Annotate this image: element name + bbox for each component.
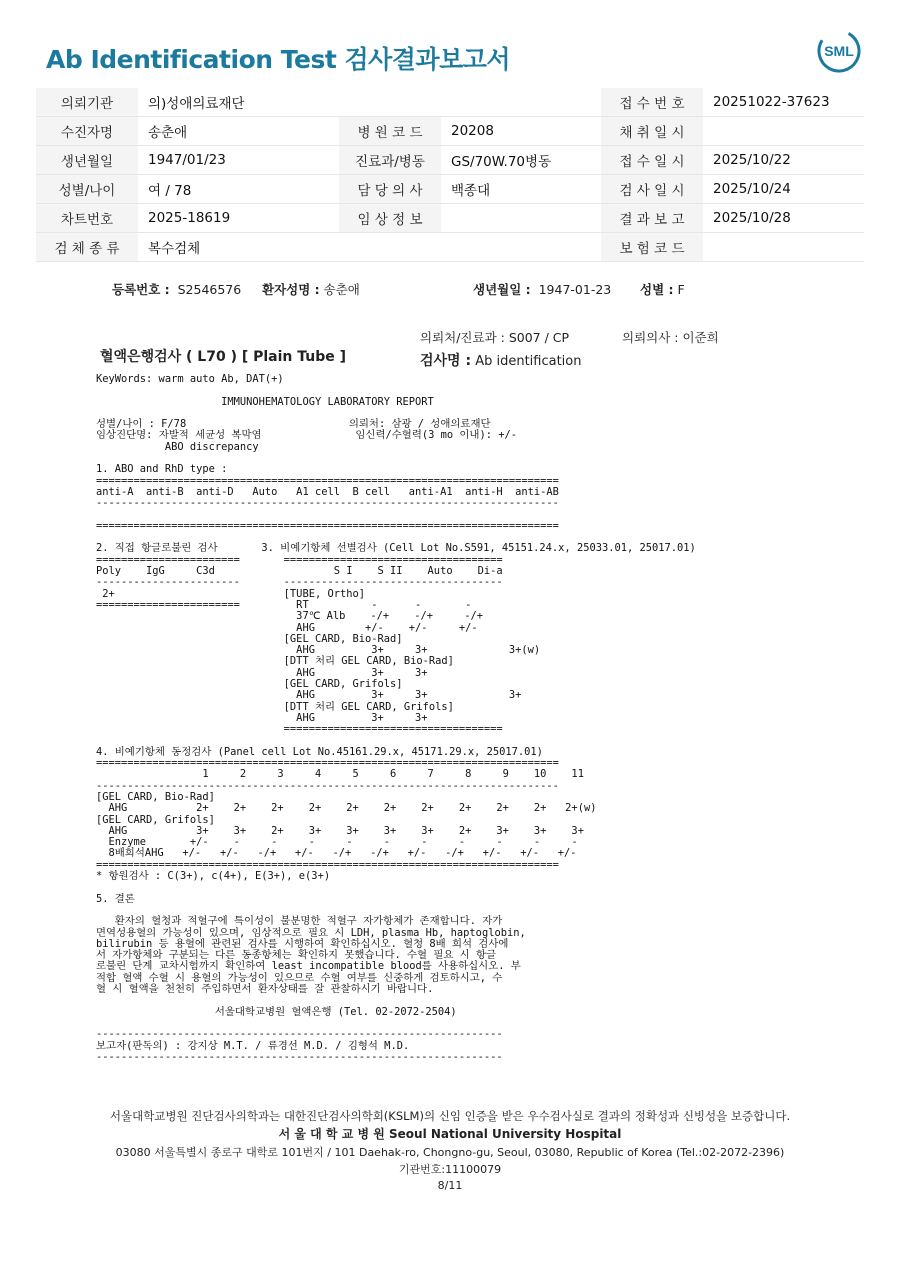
referrer: 의뢰처/진료과 : S007 / CP [420, 330, 570, 345]
report-line: [DTT 처리 GEL CARD, Grifols] [96, 700, 454, 713]
info-value [703, 233, 864, 262]
info-label: 의뢰기관 [36, 88, 138, 117]
info-label: 차트번호 [36, 204, 138, 233]
info-label: 생년월일 [36, 146, 138, 175]
report-line: AHG 3+ 3+ [96, 711, 428, 724]
report-line: AHG 3+ 3+ 2+ 3+ 3+ 3+ 3+ 2+ 3+ 3+ 3+ [96, 824, 584, 837]
info-label: 결 과 보 고 [601, 204, 703, 233]
report-line: 서 자가항체와 구분되는 다른 동종항체는 확인하지 못했습니다. 수혈 필요 시 항글 [96, 949, 497, 962]
hospital-address: 03080 서울특별시 종로구 대학로 101번지 / 101 Daehak-ro, Chongno-gu, Seoul, 03080, Republic of Korea (Tel.:02-2072-2396) [115, 1146, 785, 1159]
report-line: ========================================================================== [96, 757, 559, 770]
report-line: ======================= =================================== [96, 553, 503, 566]
info-row [36, 175, 864, 204]
report-line: ----------------------- ----------------------------------- [96, 576, 503, 589]
patient-info-table [36, 88, 864, 262]
report-line: 2. 직접 항글로불린 검사 3. 비예기항체 선별검사 (Cell Lot No.S591, 45151.24.x, 25033.01, 25017.01) [96, 542, 696, 555]
info-value: 2025/10/24 [703, 175, 864, 204]
report-line: ABO discrepancy [96, 440, 259, 453]
report-line: IMMUNOHEMATOLOGY LABORATORY REPORT [96, 395, 434, 408]
info-value: 1947/01/23 [138, 146, 339, 175]
info-value: 20251022-37623 [703, 88, 864, 117]
report-line: 로불린 단계 교차시험까지 확인하여 least incompatible blood를 사용하십시오. 부 [96, 960, 521, 973]
report-line: ----------------------------------------------------------------- [96, 1050, 503, 1063]
report-line: 임상진단명: 자발적 세균성 복막염 임신력/수혈력(3 mo 이내): +/- [96, 429, 518, 442]
report-line: * 항원검사 : C(3+), c(4+), E(3+), e(3+) [96, 870, 331, 883]
report-line: KeyWords: warm auto Ab, DAT(+) [96, 373, 284, 385]
info-label: 성별/나이 [36, 175, 138, 204]
report-line: ======================= RT - - - [96, 598, 472, 611]
report-line: -------------------------------------------------------------------------- [96, 497, 559, 510]
info-value: 2025-18619 [138, 204, 339, 233]
lab-report-body [96, 374, 696, 1063]
info-value [441, 204, 601, 233]
report-line [96, 995, 696, 1006]
report-line: [GEL CARD, Grifols] [96, 678, 403, 691]
report-line: AHG 2+ 2+ 2+ 2+ 2+ 2+ 2+ 2+ 2+ 2+ 2+(w) [96, 802, 597, 815]
report-line: [GEL CARD, Bio-Rad] [96, 790, 215, 803]
info-value: 여 / 78 [138, 175, 339, 204]
info-row [36, 204, 864, 233]
report-line: 4. 비예기항체 동정검사 (Panel cell Lot No.45161.29.x, 45171.29.x, 25017.01) [96, 745, 543, 758]
report-line: [GEL CARD, Grifols] [96, 813, 215, 826]
report-line: -------------------------------------------------------------------------- [96, 779, 559, 792]
info-row [36, 117, 864, 146]
test-name: 검사명 : Ab identification [420, 353, 582, 369]
report-line [96, 385, 696, 396]
patient-dob: 생년월일 : 1947-01-23 [473, 282, 612, 297]
report-line: 2+ [TUBE, Ortho] [96, 587, 365, 600]
info-label: 병 원 코 드 [339, 117, 441, 146]
info-value [703, 117, 864, 146]
report-line: AHG 3+ 3+ [96, 666, 428, 679]
report-line: 5. 결론 [96, 892, 135, 905]
info-value: 백종대 [441, 175, 601, 204]
institution-code: 기관번호:11100079 [398, 1163, 502, 1176]
report-line [96, 882, 696, 893]
report-line: 1. ABO and RhD type : [96, 463, 228, 476]
report-line: ========================================================================== [96, 519, 559, 532]
info-row [36, 146, 864, 175]
info-value [441, 88, 601, 117]
report-line: 환자의 혈청과 적혈구에 특이성이 불분명한 적혈구 자가항체가 존재합니다. 자가 [96, 915, 503, 928]
report-line: ========================================================================== [96, 474, 559, 487]
report-line: [GEL CARD, Bio-Rad] [96, 632, 403, 645]
report-line: ----------------------------------------------------------------- [96, 1028, 503, 1041]
section-title: 혈액은행검사 ( L70 ) [ Plain Tube ] [100, 349, 347, 365]
info-label: 채 취 일 시 [601, 117, 703, 146]
report-line: anti-A anti-B anti-D Auto A1 cell B cell anti-A1 anti-H anti-AB [96, 485, 559, 498]
info-label: 진료과/병동 [339, 146, 441, 175]
report-line: 혈 시 혈액을 천천히 주입하면서 환자상태를 잘 관찰하시기 바랍니다. [96, 983, 434, 996]
info-value: GS/70W.70병동 [441, 146, 601, 175]
report-line: Poly IgG C3d S I S II Auto Di-a [96, 565, 503, 578]
report-line: AHG +/- +/- +/- [96, 621, 478, 634]
report-line: 서울대학교병원 혈액은행 (Tel. 02-2072-2504) [96, 1005, 457, 1018]
report-line: [DTT 처리 GEL CARD, Bio-Rad] [96, 655, 454, 668]
patient-name: 환자성명 : 송춘애 [262, 282, 360, 297]
report-line: bilirubin 등 용혈에 관련된 검사를 시행하여 확인하십시오. 혈청 8배 희석 검사에 [96, 937, 509, 950]
report-line: AHG 3+ 3+ 3+(w) [96, 644, 541, 657]
report-title: Ab Identification Test 검사결과보고서 [46, 45, 511, 74]
report-line: Enzyme +/- - - - - - - - - - - [96, 836, 578, 849]
report-line: 성별/나이 : F/78 의뢰처: 삼광 / 성애의료재단 [96, 418, 491, 431]
info-label [339, 233, 441, 262]
report-line: 적합 혈액 수혈 시 용혈의 가능성이 있으므로 수혈 여부를 신중하게 검토하시고, 수 [96, 971, 503, 984]
info-label [339, 88, 441, 117]
info-value: 20208 [441, 117, 601, 146]
reg-number: 등록번호 : S2546576 [112, 282, 242, 297]
info-value [441, 233, 601, 262]
certification-text: 서울대학교병원 진단검사의학과는 대한진단검사의학회(KSLM)의 신임 인증을 받은 우수검사실로 결과의 정확성과 신빙성을 보증합니다. [109, 1109, 791, 1123]
logo-text: SML [824, 43, 854, 59]
hospital-name: 서 울 대 학 교 병 원 Seoul National University Hospital [278, 1127, 622, 1141]
info-label: 접 수 번 호 [601, 88, 703, 117]
info-label: 접 수 일 시 [601, 146, 703, 175]
report-line: 보고자(판독의) : 강지상 M.T. / 류경선 M.D. / 김형석 M.D. [96, 1039, 410, 1052]
report-line: =================================== [96, 723, 503, 736]
info-value: 2025/10/22 [703, 146, 864, 175]
page-number: 8/11 [437, 1179, 463, 1192]
info-row [36, 233, 864, 262]
patient-sex: 성별 : F [640, 282, 685, 297]
report-line: 8배희석AHG +/- +/- -/+ +/- -/+ -/+ +/- -/+ +/- +/- +/- [96, 847, 577, 860]
info-value: 2025/10/28 [703, 204, 864, 233]
referring-doctor: 의뢰의사 : 이준희 [622, 330, 719, 345]
info-value: 의)성애의료재단 [138, 88, 339, 117]
report-line: 1 2 3 4 5 6 7 8 9 10 11 [96, 768, 584, 781]
info-label: 임 상 정 보 [339, 204, 441, 233]
report-line: ========================================================================== [96, 858, 559, 871]
info-label: 검 사 일 시 [601, 175, 703, 204]
report-line: AHG 3+ 3+ 3+ [96, 689, 522, 702]
report-line: 37℃ Alb -/+ -/+ -/+ [96, 610, 484, 623]
info-value: 복수검체 [138, 233, 339, 262]
info-label: 담 당 의 사 [339, 175, 441, 204]
info-value: 송춘애 [138, 117, 339, 146]
info-label: 보 험 코 드 [601, 233, 703, 262]
info-label: 수진자명 [36, 117, 138, 146]
report-line: 면역성용혈의 가능성이 있으며, 임상적으로 필요 시 LDH, plasma Hb, haptoglobin, [96, 926, 526, 939]
sml-logo-icon [816, 28, 862, 74]
info-row [36, 88, 864, 117]
info-label: 검 체 종 류 [36, 233, 138, 262]
